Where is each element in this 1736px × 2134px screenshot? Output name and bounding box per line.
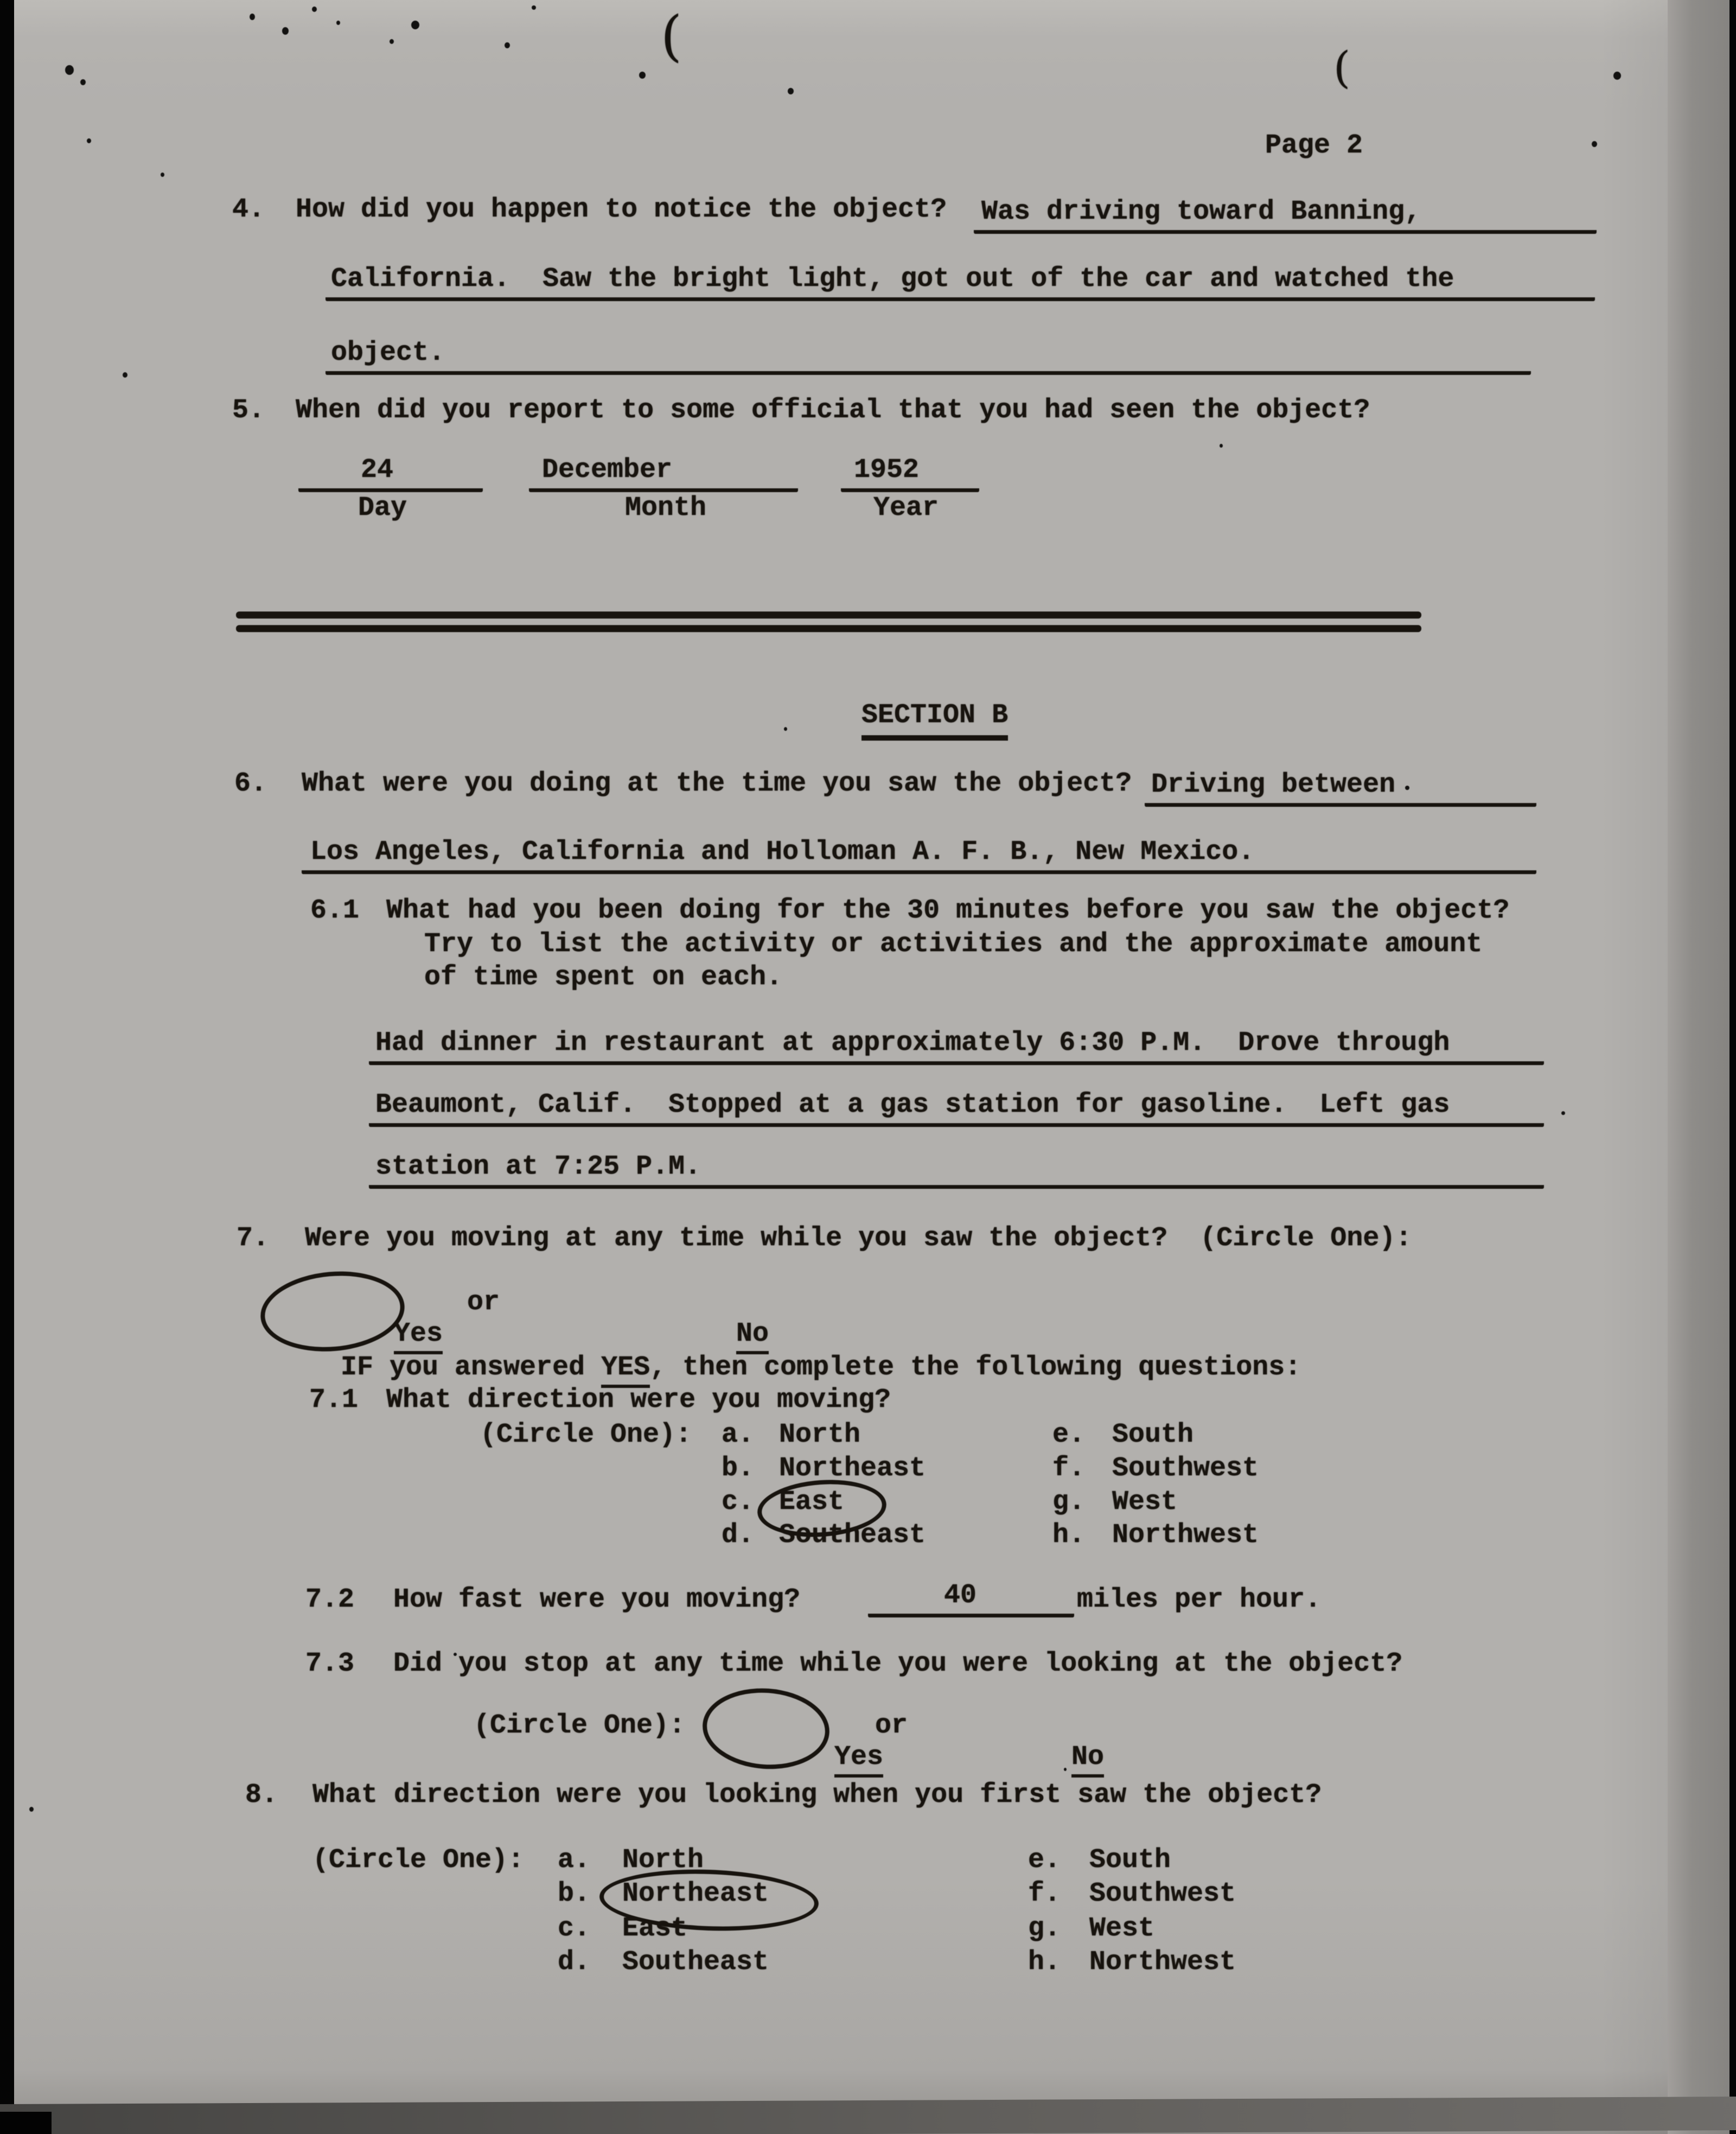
ink-speck bbox=[250, 14, 255, 20]
option-letter: b. bbox=[558, 1878, 591, 1909]
option-letter: g. bbox=[1052, 1487, 1086, 1518]
option-letter: e. bbox=[1052, 1419, 1086, 1450]
question-7-2-text: How fast were you moving? bbox=[393, 1584, 801, 1615]
q4-answer-text-3: object. bbox=[331, 337, 445, 368]
ink-speck bbox=[80, 79, 86, 85]
q8-circle-one-label: (Circle One): bbox=[312, 1845, 525, 1876]
q7-option-no-text: No bbox=[736, 1318, 769, 1354]
q7-or-text: or bbox=[467, 1287, 500, 1318]
q6-answer-text-2: Los Angeles, California and Holloman A. F. B., New Mexico. bbox=[310, 837, 1255, 868]
option-label-west: West bbox=[1089, 1913, 1155, 1944]
question-7-1-text: What direction were you moving? bbox=[386, 1385, 891, 1416]
date-month-label: Month bbox=[625, 493, 707, 524]
question-7-2-number: 7.2 bbox=[305, 1584, 355, 1615]
question-6-number: 6. bbox=[234, 768, 267, 799]
q4-answer-text-1: Was driving toward Banning, bbox=[981, 196, 1421, 227]
q6-answer-line-1 bbox=[1145, 769, 1536, 807]
q4-answer-line-3 bbox=[326, 337, 1531, 375]
question-7-3-number: 7.3 bbox=[305, 1648, 355, 1679]
q7-option-yes-text: Yes bbox=[394, 1318, 443, 1354]
option-label-west: West bbox=[1112, 1487, 1178, 1518]
option-label-south: South bbox=[1112, 1419, 1194, 1450]
page-number: Page 2 bbox=[1265, 130, 1363, 161]
option-label-north: North bbox=[779, 1419, 861, 1450]
ink-speck bbox=[336, 21, 340, 25]
q7-2-speed-value: 40 bbox=[944, 1580, 977, 1611]
q7-if-suffix: , then complete the following questions: bbox=[650, 1352, 1301, 1383]
ink-speck bbox=[1613, 72, 1621, 80]
q7-3-circle-one-label: (Circle One): bbox=[474, 1710, 686, 1741]
q7-2-speed-line bbox=[868, 1582, 1074, 1617]
q6-1-answer-text-2: Beaumont, Calif. Stopped at a gas station for gasoline. Left gas bbox=[375, 1090, 1450, 1120]
q6-1-answer-text-1: Had dinner in restaurant at approximately 6:30 P.M. Drove through bbox=[375, 1028, 1450, 1059]
q6-1-answer-line-2 bbox=[369, 1091, 1544, 1127]
q7-3-or-text: or bbox=[875, 1710, 908, 1741]
option-label-east: East bbox=[779, 1487, 845, 1518]
option-letter: h. bbox=[1028, 1947, 1061, 1978]
option-label-east: East bbox=[622, 1913, 688, 1944]
ink-speck bbox=[65, 65, 74, 75]
option-label-northeast: Northeast bbox=[622, 1878, 769, 1909]
ink-speck bbox=[1561, 1111, 1565, 1115]
option-label-northeast: Northeast bbox=[779, 1453, 926, 1484]
date-month-line bbox=[529, 457, 798, 492]
section-title-text: SECTION B bbox=[861, 700, 1008, 741]
ink-speck bbox=[161, 173, 164, 177]
option-letter: e. bbox=[1028, 1845, 1061, 1876]
option-letter: a. bbox=[722, 1419, 755, 1450]
question-7-number: 7. bbox=[237, 1223, 270, 1254]
question-6-1-line-1: What had you been doing for the 30 minutes before you saw the object? bbox=[386, 895, 1510, 926]
q4-answer-text-2: California. Saw the bright light, got out of the car and watched the bbox=[331, 264, 1454, 295]
date-day-value: 24 bbox=[361, 455, 394, 486]
divider-rule-bottom bbox=[236, 625, 1421, 632]
ink-speck bbox=[312, 7, 317, 12]
ink-speck bbox=[87, 138, 91, 143]
option-letter: d. bbox=[722, 1520, 755, 1551]
option-letter: d. bbox=[558, 1947, 591, 1978]
option-label-southwest: Southwest bbox=[1112, 1453, 1259, 1484]
date-year-value: 1952 bbox=[854, 455, 920, 486]
option-label-southeast: Southeast bbox=[622, 1947, 769, 1978]
q7-if-keyword: YES bbox=[601, 1352, 650, 1388]
option-label-northwest: Northwest bbox=[1089, 1947, 1236, 1978]
option-label-northwest: Northwest bbox=[1112, 1520, 1259, 1551]
q4-answer-line-1 bbox=[974, 196, 1597, 234]
ink-speck bbox=[532, 5, 536, 10]
question-7-3-text: Did you stop at any time while you were looking at the object? bbox=[393, 1648, 1403, 1679]
ink-speck bbox=[505, 42, 510, 48]
date-day-label: Day bbox=[358, 493, 407, 524]
ink-speck bbox=[1220, 444, 1223, 448]
option-letter: f. bbox=[1052, 1453, 1086, 1484]
q6-answer-line-2 bbox=[302, 837, 1536, 874]
option-letter: g. bbox=[1028, 1913, 1061, 1944]
q6-1-answer-line-1 bbox=[369, 1029, 1544, 1065]
question-5-text: When did you report to some official that you had seen the object? bbox=[296, 395, 1370, 426]
option-letter: c. bbox=[722, 1487, 755, 1518]
ink-speck bbox=[390, 39, 394, 44]
date-month-value: December bbox=[542, 455, 673, 486]
q7-if-instruction bbox=[341, 1352, 1301, 1384]
question-6-1-line-2: Try to list the activity or activities and the approximate amount bbox=[424, 929, 1483, 960]
option-label-north: North bbox=[622, 1845, 704, 1876]
ink-speck bbox=[282, 27, 289, 35]
q6-answer-text-1: Driving between bbox=[1151, 769, 1396, 800]
date-day-line bbox=[298, 457, 483, 492]
option-letter: c. bbox=[558, 1913, 591, 1944]
option-letter: f. bbox=[1028, 1878, 1061, 1909]
stray-pen-mark: ( bbox=[1333, 42, 1351, 93]
question-7-text: Were you moving at any time while you saw the object? (Circle One): bbox=[305, 1223, 1412, 1254]
q6-1-answer-line-3 bbox=[369, 1152, 1544, 1189]
stray-pen-mark: ( bbox=[661, 4, 682, 68]
question-5-number: 5. bbox=[232, 395, 265, 426]
question-4-number: 4. bbox=[232, 194, 265, 225]
q7-if-prefix: IF you answered bbox=[341, 1352, 602, 1383]
question-6-1-number: 6.1 bbox=[310, 895, 360, 926]
date-year-line bbox=[841, 457, 979, 492]
question-4-text: How did you happen to notice the object? bbox=[296, 194, 947, 225]
ink-speck bbox=[788, 88, 794, 94]
ink-speck bbox=[1592, 141, 1597, 147]
question-6-1-line-3: of time spent on each. bbox=[424, 962, 783, 993]
option-letter: h. bbox=[1052, 1520, 1086, 1551]
question-7-1-number: 7.1 bbox=[309, 1385, 359, 1416]
option-label-southwest: Southwest bbox=[1089, 1878, 1236, 1909]
divider-rule-top bbox=[236, 611, 1421, 619]
q7-3-option-no-text: No bbox=[1071, 1742, 1104, 1778]
question-8-text: What direction were you looking when you first saw the object? bbox=[312, 1780, 1322, 1811]
option-label-south: South bbox=[1089, 1845, 1171, 1876]
ink-speck bbox=[29, 1807, 34, 1812]
question-8-number: 8. bbox=[245, 1780, 278, 1811]
ink-speck bbox=[411, 21, 419, 29]
option-label-southeast: Southeast bbox=[779, 1520, 926, 1551]
q7-2-units-text: miles per hour. bbox=[1077, 1584, 1322, 1615]
q7-1-circle-one-label: (Circle One): bbox=[480, 1419, 692, 1450]
q6-1-answer-text-3: station at 7:25 P.M. bbox=[375, 1151, 701, 1182]
option-letter: b. bbox=[722, 1453, 755, 1484]
option-letter: a. bbox=[558, 1845, 591, 1876]
question-6-text: What were you doing at the time you saw the object? bbox=[302, 768, 1132, 799]
section-title bbox=[764, 668, 1008, 763]
q7-3-option-yes-text: Yes bbox=[834, 1742, 883, 1778]
q4-answer-line-2 bbox=[326, 264, 1595, 301]
ink-speck bbox=[639, 72, 646, 79]
ink-speck bbox=[123, 372, 127, 378]
date-year-label: Year bbox=[873, 493, 939, 524]
